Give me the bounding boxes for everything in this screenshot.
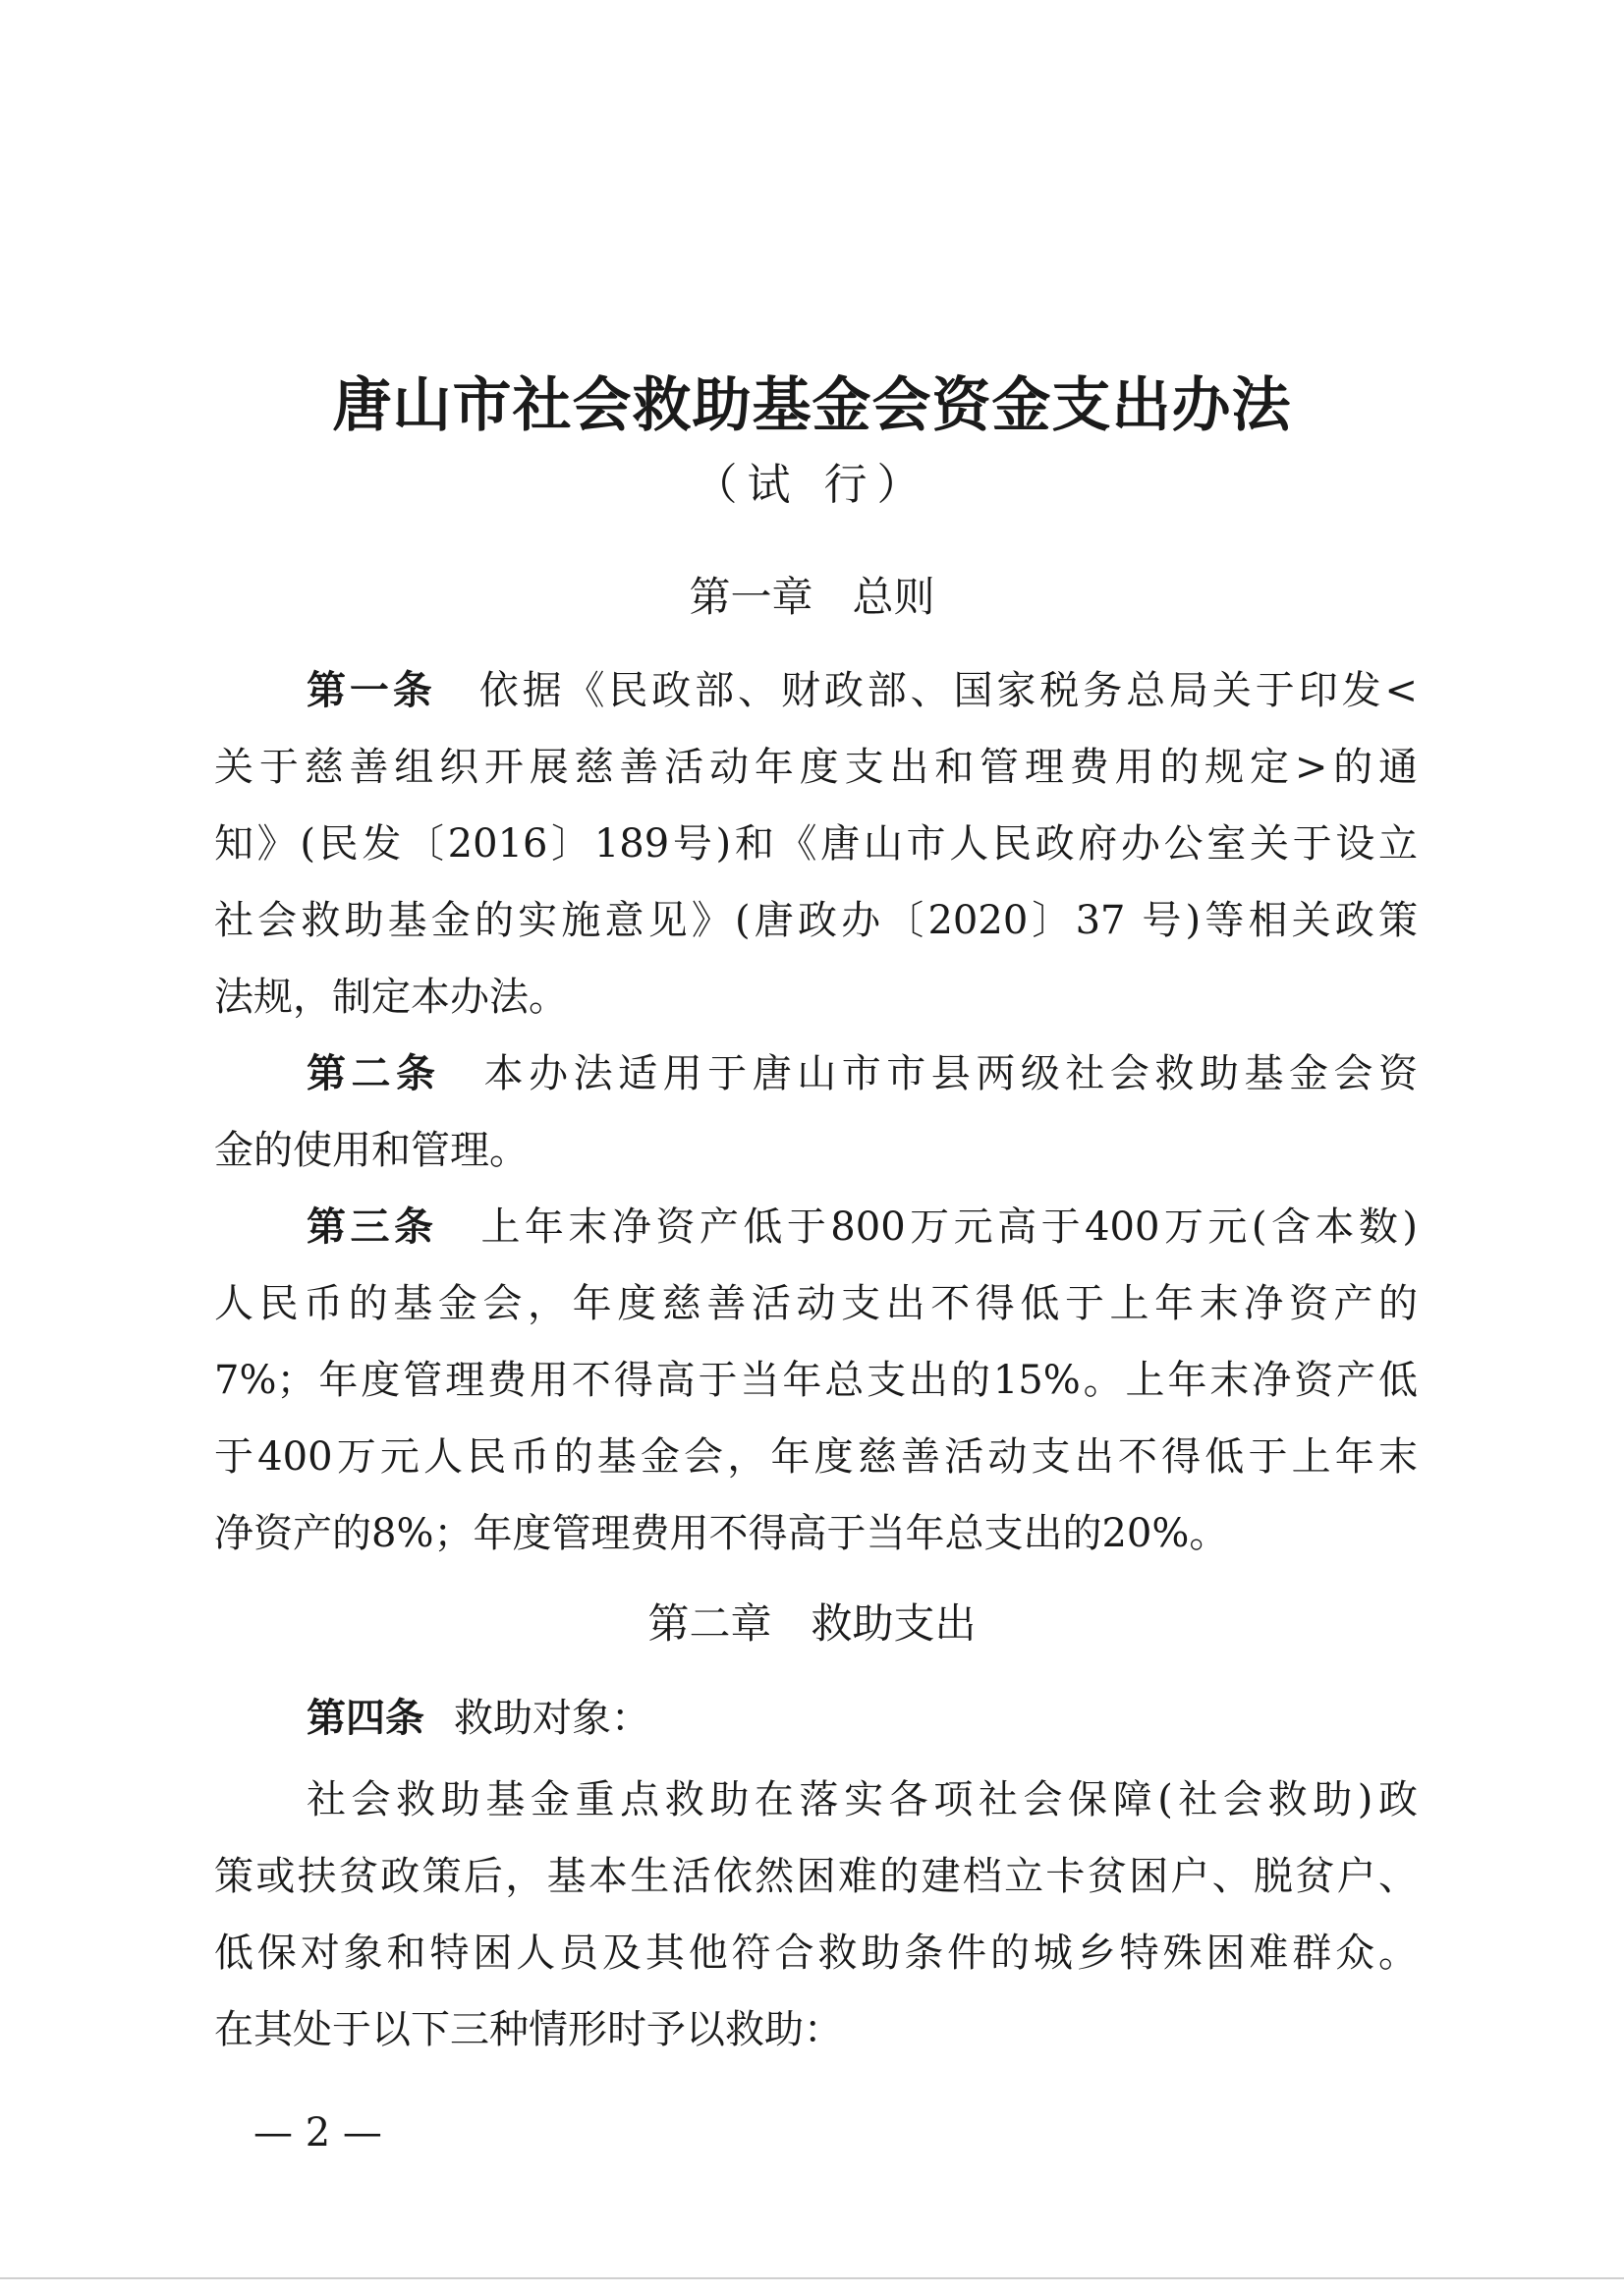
article-3-line-2: 人民币的基金会，年度慈善活动支出不得低于上年末净资产的 <box>214 1281 1418 1326</box>
article-4-label: 第四条 <box>307 1696 424 1741</box>
chapter-2-label: 第二章 <box>647 1599 772 1648</box>
document-title: 唐山市社会救助基金会资金支出办法 <box>332 371 1292 440</box>
article-1-line-3: 知》(民发〔2016〕189号)和《唐山市人民政府办公室关于设立 <box>214 821 1418 867</box>
article-3-line-3: 7%；年度管理费用不得高于当年总支出的15%。上年末净资产低 <box>214 1358 1418 1403</box>
article-3-text-1: 上年末净资产低于800万元高于400万元(含本数) <box>480 1204 1418 1250</box>
chapter-2-heading <box>0 1601 1624 1647</box>
article-1-line-4: 社会救助基金的实施意见》(唐政办〔2020〕37 号)等相关政策 <box>214 898 1418 943</box>
article-2-line-2: 金的使用和管理。 <box>214 1128 529 1173</box>
article-2-label: 第二条 <box>307 1051 441 1096</box>
article-1-line-1 <box>307 652 1418 729</box>
article-4-heading: 救助对象： <box>454 1696 650 1741</box>
chapter-2-name: 救助支出 <box>811 1599 977 1648</box>
article-3-line-5: 净资产的8%；年度管理费用不得高于当年总支出的20%。 <box>214 1511 1229 1556</box>
article-3-label: 第三条 <box>307 1204 438 1250</box>
chapter-1-label: 第一章 <box>689 573 813 621</box>
bottom-edge-line <box>0 2277 1624 2279</box>
article-1-line-5: 法规，制定本办法。 <box>214 975 568 1020</box>
page-number: — 2 — <box>253 2110 382 2156</box>
chapter-1-name: 总则 <box>852 573 935 621</box>
article-3-line-4: 于400万元人民币的基金会，年度慈善活动支出不得低于上年末 <box>214 1434 1418 1480</box>
article-1-line-2: 关于慈善组织开展慈善活动年度支出和管理费用的规定>的通 <box>214 745 1418 790</box>
paragraph-line-2: 策或扶贫政策后，基本生活依然困难的建档立卡贫困户、脱贫户、 <box>214 1854 1418 1899</box>
document-subtitle: （试 行） <box>694 460 930 510</box>
paragraph-line-3: 低保对象和特困人员及其他符合救助条件的城乡特殊困难群众。 <box>214 1931 1418 1976</box>
paragraph-line-4: 在其处于以下三种情形时予以救助： <box>214 2007 843 2052</box>
article-1-text-1: 依据《民政部、财政部、国家税务总局关于印发< <box>478 668 1418 713</box>
article-4-heading-line <box>307 1680 650 1757</box>
article-1-label: 第一条 <box>307 668 436 713</box>
article-2-text-1: 本办法适用于唐山市市县两级社会救助基金会资 <box>483 1051 1418 1096</box>
article-2-line-1 <box>307 1036 1418 1112</box>
article-3-line-1 <box>307 1189 1418 1265</box>
chapter-1-heading <box>0 575 1624 620</box>
paragraph-line-1: 社会救助基金重点救助在落实各项社会保障(社会救助)政 <box>307 1777 1418 1822</box>
